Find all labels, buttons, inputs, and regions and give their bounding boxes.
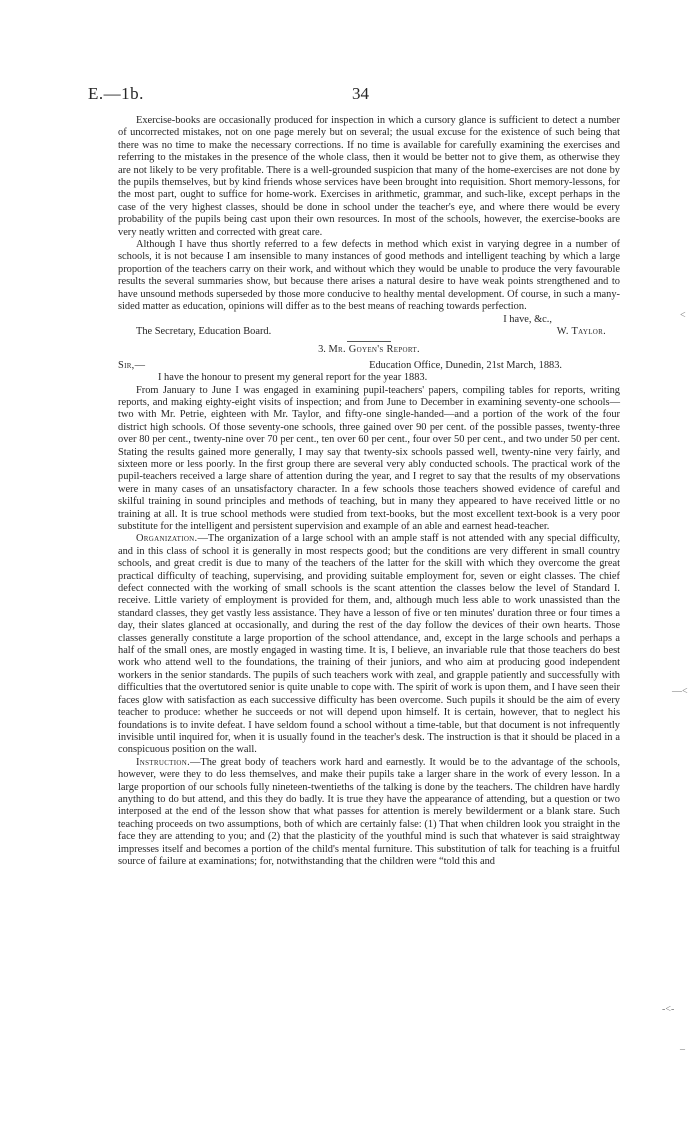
signature-row bbox=[118, 326, 620, 338]
salutation: Sir,— bbox=[118, 359, 146, 371]
paragraph-defects-in-method: Although I have thus shortly referred to a few defects in method which exist in varying degree in a number of schools, it is not because I am insensible to many instances of good methods and intelligent teaching by which a large proportion of the teachers carry on their work, and without which they would be unable to produce the very favourable results the several summaries show, but because there arises a natural desire to have weak points strengthened and to have unsound methods superseded by those more conducive to healthy mental development. Of course, in such a many-sided matter as education, opinions will differ as to the best means of reaching towards perfection. bbox=[118, 239, 620, 313]
salutation-row bbox=[118, 360, 620, 372]
report-title bbox=[118, 344, 620, 356]
paragraph-organization bbox=[118, 533, 620, 756]
addressee: The Secretary, Education Board. bbox=[136, 325, 272, 337]
margin-mark: ‒ bbox=[680, 1044, 685, 1055]
paragraph-instruction bbox=[118, 757, 620, 869]
page-number: 34 bbox=[352, 84, 369, 103]
instruction-heading: Instruction. bbox=[136, 756, 190, 768]
organization-heading: Organization. bbox=[136, 533, 198, 545]
report-number: 3. bbox=[318, 344, 326, 356]
series-label: E.—1b. bbox=[88, 84, 144, 103]
margin-mark: ˂ bbox=[680, 310, 686, 321]
organization-text: —The organization of a large school with an ample staff is not attended with any special difficulty, and in this class of school it is generally in most respects good; but the conditions are very different in small country schools, and great credit is due to many of the teachers of the latter for the skill with which they overcome the great practical difficulty of teaching, supervising, and providing suitable employment for, seven or eight classes. The chief defect connected with the working of small schools is the scant attention the classes below the level of Standard I. receive. Little variety of employment is provided for them, and, although much less able to work unassisted than the standard classes, they get vastly less assistance. They have a lesson of five or ten minutes' duration three or four times a day, their slates glanced at occasionally, and during the rest of the day follow the devices of their own hearts. Those classes generally constitute a large proportion of the school attendance, and, except in the large schools and perhaps a half of the small ones, are mostly engaged in wasting time. It is, I believe, an invariable rule that those teachers do best work who attend well to the foundations, the training of their juniors, and who aim at producing good independent workers in the senior standards. The pupils of such teachers work with zeal, and grapple patiently and successfully with difficulties that the overtutored senior is quite unable to cope with. The spirit of work is upon them, and I have seen their faces glow with satisfaction as each successive difficulty has been overcome. Such pupils it should be the aim of every teacher to produce: whether he succeeds or not will depend upon himself. It is certain, however, that to neglect his foundations is to invite defeat. I have seldom found a school without a time-table, but that document is not infrequently invisible until inquired for, when it is usually found in the teacher's desk. The instruction is that it should be placed in a conspicuous position on the wall. bbox=[118, 533, 620, 756]
report-title-text: Mr. Goyen's Report. bbox=[328, 344, 420, 356]
instruction-text: —The great body of teachers work hard and earnestly. It would be to the advantage of the schools, however, were they to do less themselves, and make their pupils take a larger share in the work of every lesson. In a large proportion of our schools fully nineteen-twentieths of the talking is done by the teachers. The children have hardly anything to do but attend, and this they do badly. It is true they have the appearance of attending, but a question or two interposed at the end of the lesson show that what passes for attention is merely bewilderment or a blank stare. Such teaching proceeds on two assumptions, both of which are certainly false: (1) That when children look you straight in the face they are attending to you; and (2) that the plasticity of the youthful mind is such that whatever is said straightway impresses itself and becomes a portion of the child's mental furniture. This substitution of talk for teaching is a fruitful source of failure at examinations; for, notwithstanding that the children were “told this and bbox=[118, 756, 620, 867]
margin-mark: ‐˂‐ bbox=[662, 1004, 675, 1015]
signature: W. Taylor. bbox=[556, 325, 606, 337]
paragraph-exercise-books: Exercise-books are occasionally produced for inspection in which a cursory glance is sufficient to detect a number of uncorrected mistakes, not on one page merely but on several; the usual excuse for the existence of such being that there was no time to make the necessary corrections. If no time is available for carefully examining the exercises and referring to the mistakes in the presence of the whole class, then it would be better not to give them, as otherwise they are not likely to be very profitable. There is a well-grounded suspicion that many of the home-exercises are not done by the pupils themselves, but by kind friends whose services have been brought into requisition. Short memory-lessons, for the most part, ought to suffice for home-work. Exercises in arithmetic, grammar, and such-like, except perhaps in the case of the very highest classes, should be done in school under the teacher's eye, and where there would be every probability of the pupils being cast upon their own resources. In most of the schools, however, the exercise-books are very neatly written and corrected with great care. bbox=[118, 115, 620, 238]
paragraph-examinations: From January to June I was engaged in examining pupil-teachers' papers, compiling tables for reports, writing reports, and making eighty-eight visits of inspection; and from June to December in examining seventy-one schools—two with Mr. Petrie, eighteen with Mr. Taylor, and fifty-one single-handed—and a portion of the work of the four district high schools. Of those seventy-one schools, three gained over 90 per cent. of the possible passes, twenty-three over 80 per cent., twenty-nine over 70 per cent., ten over 60 per cent., four over 50 per cent., and two under 50 per cent. Stating the results gained more generally, I may say that twenty-six schools passed well, twenty-nine very fairly, and sixteen more or less poorly. In the first group there are several very ably conducted schools. The practical work of the pupil-teachers received a large share of attention during the year, and I regret to say that the results of my observations were in many cases of an unsatisfactory character. In a few schools those teachers showed evidence of careful and skilful training in sound principles and methods of teaching, but in many they appeared to have received little or no training at all. It is true school methods were studied from text-books, but the most excellent text-book is a very poor substitute for the intelligent and persistent supervision and example of an able and earnest head-teacher. bbox=[118, 384, 620, 532]
paragraph-intro: I have the honour to present my general report for the year 1883. bbox=[158, 372, 428, 384]
page-header bbox=[88, 84, 608, 106]
closing-phrase: I have, &c., bbox=[503, 313, 552, 325]
margin-mark: —˂ bbox=[672, 686, 688, 697]
section-divider bbox=[347, 341, 391, 342]
office-address-date: Education Office, Dunedin, 21st March, 1883. bbox=[369, 359, 562, 371]
body-text bbox=[118, 115, 620, 868]
